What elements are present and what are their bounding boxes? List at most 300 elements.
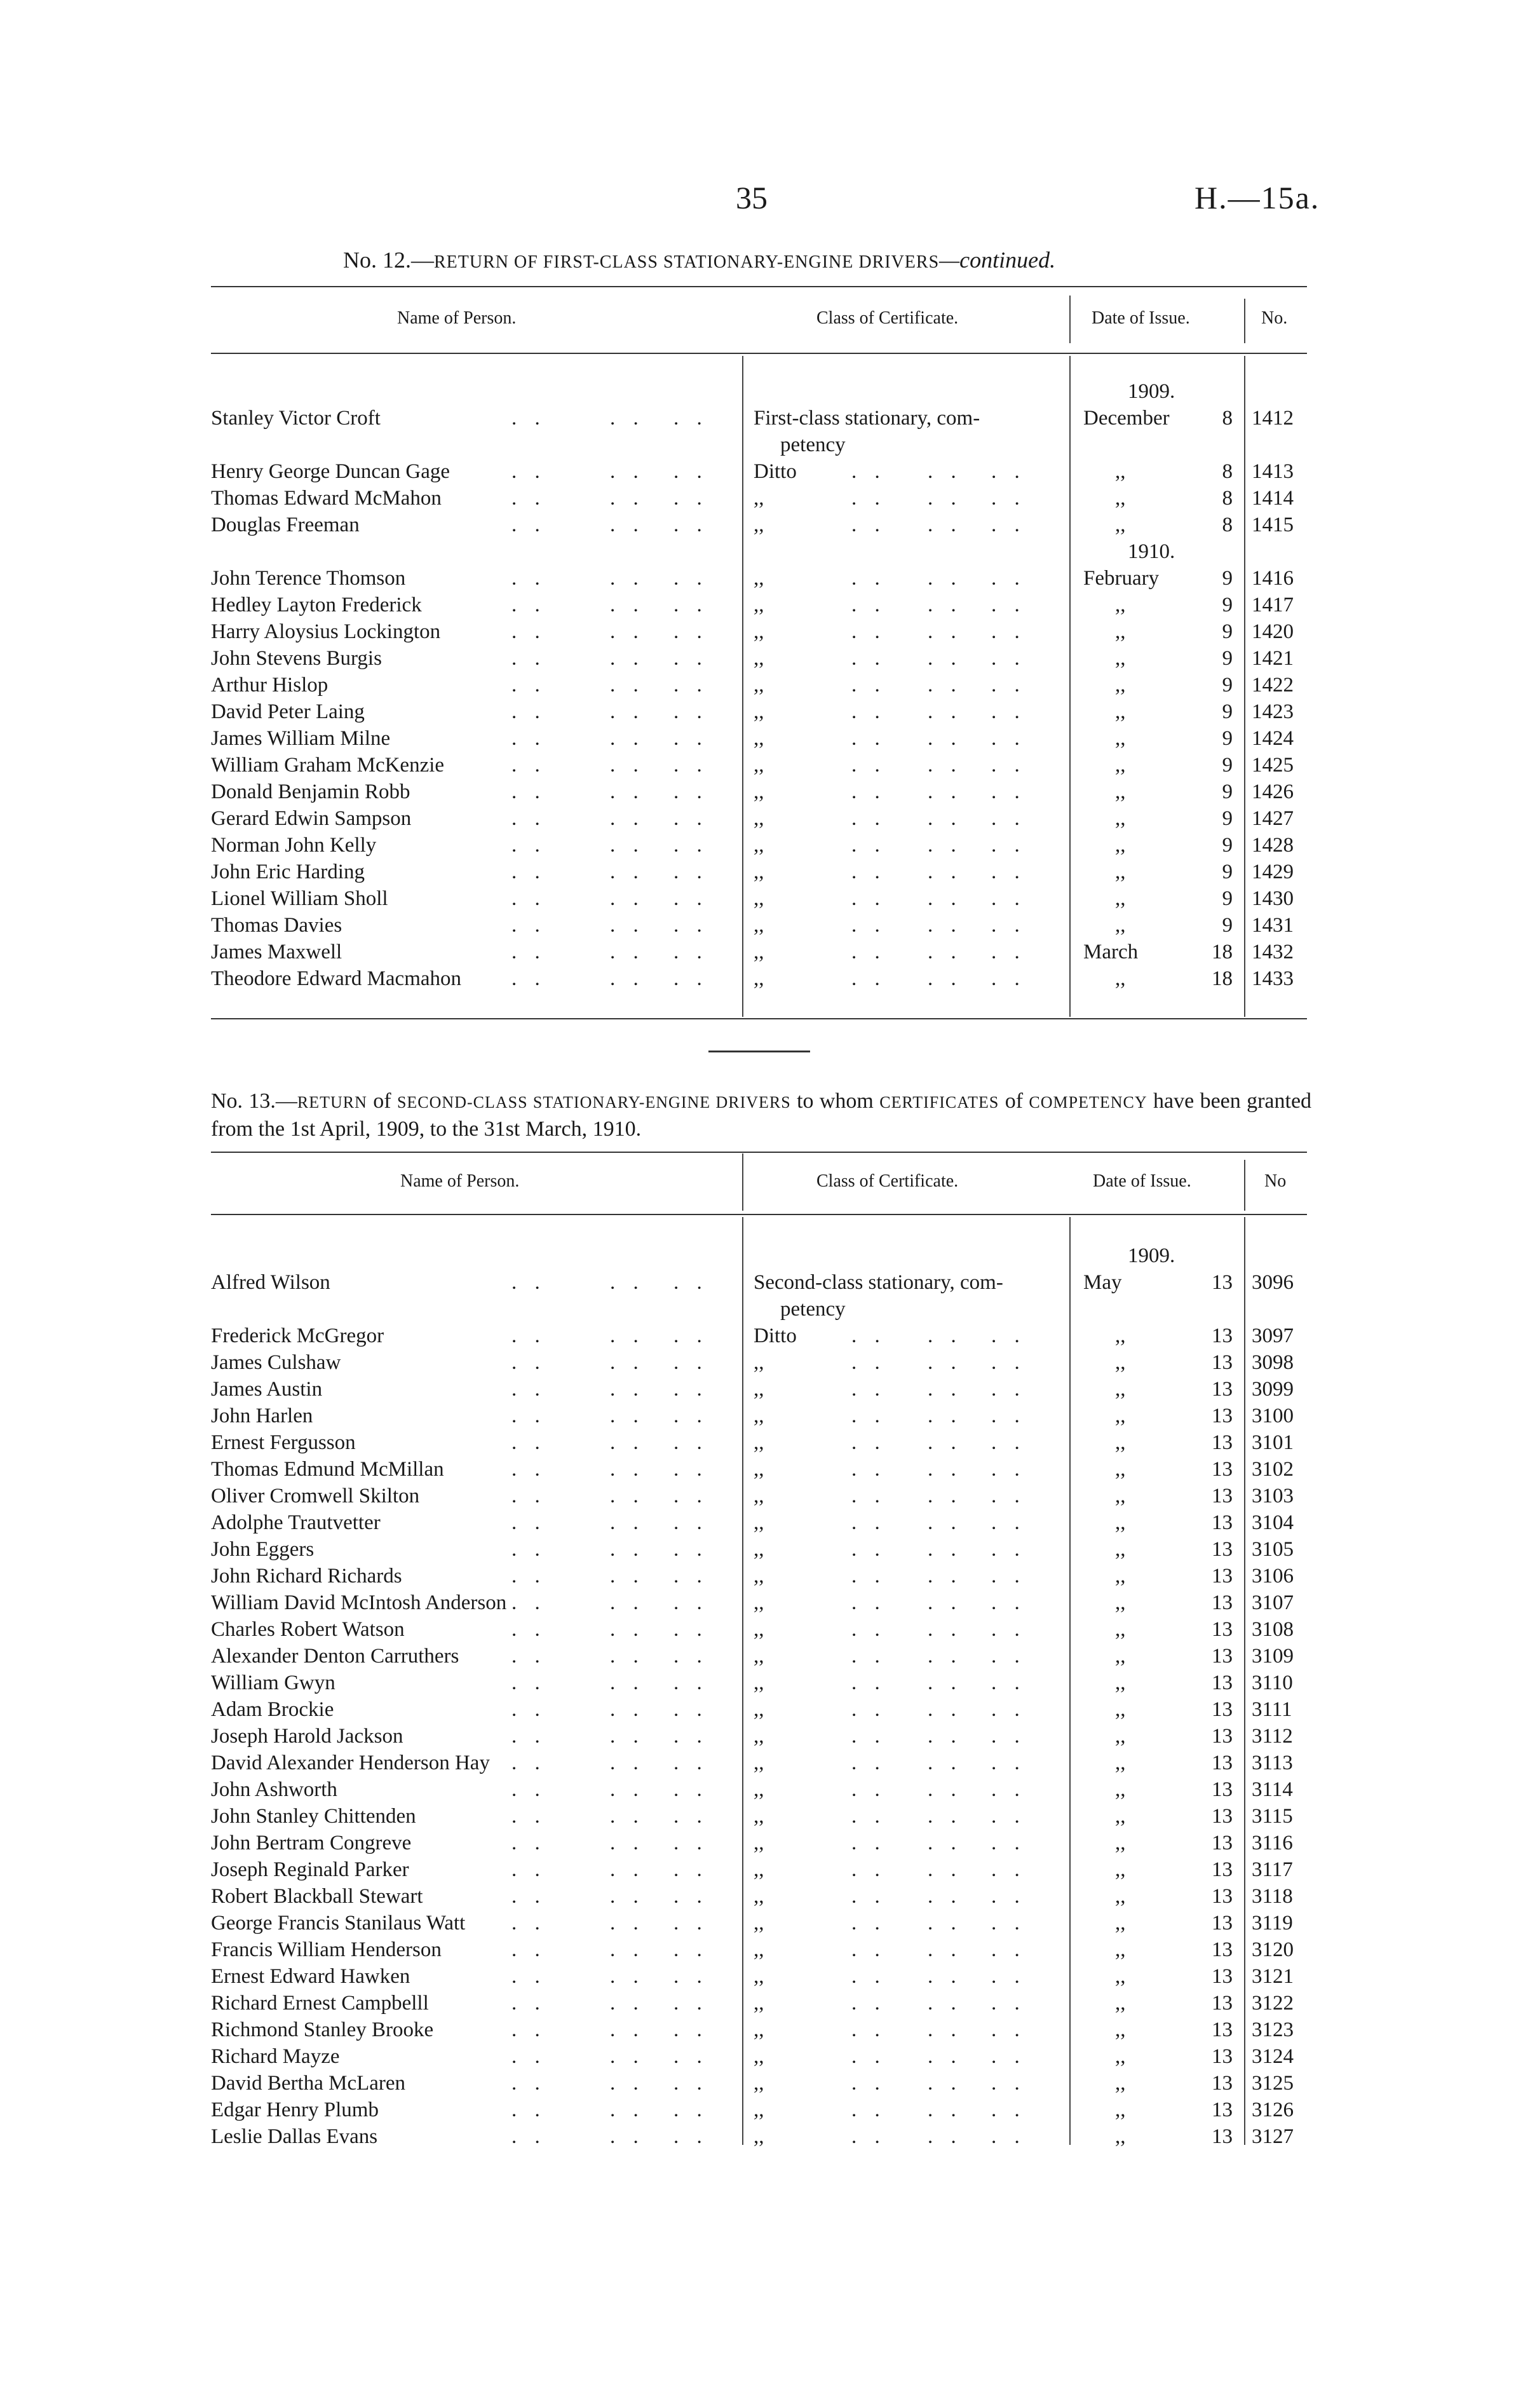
- table12-leader-dots: . .: [511, 941, 546, 963]
- table13-number: 3104: [1252, 1511, 1294, 1534]
- table12-month: ,,: [1115, 780, 1126, 803]
- table12-class: ,,: [754, 620, 764, 643]
- table12-month: ,,: [1115, 834, 1126, 857]
- table13-class: ,,: [754, 1832, 764, 1854]
- table13-name: Joseph Reginald Parker: [211, 1858, 409, 1881]
- table12-number: 1431: [1252, 914, 1294, 937]
- table12-row: [0, 860, 1516, 887]
- table12-number: 1428: [1252, 834, 1294, 857]
- table12-name: James Maxwell: [211, 941, 342, 963]
- table12-day: 9: [1222, 567, 1233, 590]
- table12-class: ,,: [754, 807, 764, 830]
- table13-class: ,,: [754, 1511, 764, 1534]
- table12-row: [0, 700, 1516, 727]
- table12-class: ,,: [754, 834, 764, 857]
- table12-number: 1426: [1252, 780, 1294, 803]
- table13-leader-dots: . .: [928, 1378, 963, 1401]
- table12-leader-dots: . .: [673, 834, 708, 857]
- table13-name: George Francis Stanilaus Watt: [211, 1912, 466, 1935]
- table12-leader-dots: . .: [673, 567, 708, 590]
- table12-leader-dots: . .: [673, 460, 708, 483]
- table12-class: ,,: [754, 967, 764, 990]
- table13-leader-dots: . .: [928, 1405, 963, 1427]
- table12-header-class: Class of Certificate.: [816, 308, 959, 328]
- table12-month: ,,: [1115, 727, 1126, 750]
- table12-leader-dots: . .: [928, 967, 963, 990]
- table12-name: Douglas Freeman: [211, 514, 360, 536]
- table13-day: 13: [1212, 2018, 1233, 2041]
- table13-month: ,,: [1115, 1725, 1126, 1748]
- table12-row: [0, 727, 1516, 754]
- table13-number: 3121: [1252, 1965, 1294, 1988]
- table12-leader-dots: . .: [511, 514, 546, 536]
- table12-leader-dots: . .: [991, 727, 1026, 750]
- table12-row: [0, 807, 1516, 834]
- table13-leader-dots: . .: [511, 1832, 546, 1854]
- table13-leader-dots: . .: [673, 1992, 708, 2015]
- table13-class: ,,: [754, 1591, 764, 1614]
- table13-leader-dots: . .: [991, 2125, 1026, 2148]
- table13-leader-dots: . .: [673, 1458, 708, 1481]
- table13-leader-dots: . .: [673, 2045, 708, 2068]
- table13-day: 13: [1212, 1405, 1233, 1427]
- table12-day: 9: [1222, 914, 1233, 937]
- table13-number: 3096: [1252, 1271, 1294, 1294]
- table12-day: 9: [1222, 834, 1233, 857]
- table13-class: ,,: [754, 2072, 764, 2095]
- table12-leader-dots: . .: [673, 754, 708, 777]
- table13-leader-dots: . .: [673, 1378, 708, 1401]
- table13-leader-dots: . .: [610, 2098, 645, 2121]
- table13-leader-dots: . .: [851, 1618, 886, 1641]
- table13-leader-dots: . .: [511, 1511, 546, 1534]
- table13-leader-dots: . .: [928, 1351, 963, 1374]
- table13-name: James Austin: [211, 1378, 323, 1401]
- table13-day: 13: [1212, 1431, 1233, 1454]
- table13-name: Richard Mayze: [211, 2045, 340, 2068]
- table12-leader-dots: . .: [610, 727, 645, 750]
- table12-leader-dots: . .: [851, 674, 886, 697]
- table13-leader-dots: . .: [511, 1538, 546, 1561]
- table12-leader-dots: . .: [991, 620, 1026, 643]
- table13-month: ,,: [1115, 2072, 1126, 2095]
- table13-leader-dots: . .: [991, 1485, 1026, 1507]
- table13-class: ,,: [754, 1405, 764, 1427]
- table12-name: Hedley Layton Frederick: [211, 594, 422, 616]
- table12-leader-dots: . .: [851, 700, 886, 723]
- table13-month: ,,: [1115, 1965, 1126, 1988]
- table12-month: December: [1083, 407, 1170, 430]
- table12-leader-dots: . .: [928, 647, 963, 670]
- table13-leader-dots: . .: [610, 1405, 645, 1427]
- table13-leader-dots: . .: [991, 1698, 1026, 1721]
- table12-year: 1910.: [1128, 540, 1175, 563]
- table13-name: John Ashworth: [211, 1778, 337, 1801]
- table12-leader-dots: . .: [610, 914, 645, 937]
- table12-row: [0, 967, 1516, 994]
- table13-row: [0, 1431, 1516, 1458]
- table12-row: [0, 620, 1516, 647]
- table13-leader-dots: . .: [610, 1912, 645, 1935]
- table12-leader-dots: . .: [851, 594, 886, 616]
- table13-title-of-2: of: [1005, 1089, 1024, 1113]
- table13-month: ,,: [1115, 1431, 1126, 1454]
- table12-row: [0, 487, 1516, 514]
- table13-day: 13: [1212, 1752, 1233, 1774]
- table13-leader-dots: . .: [511, 1805, 546, 1828]
- table12-day: 9: [1222, 780, 1233, 803]
- table13-leader-dots: . .: [851, 1725, 886, 1748]
- table12-header-rule: [211, 353, 1307, 354]
- table13-row: [0, 1965, 1516, 1992]
- table13-name: Ernest Edward Hawken: [211, 1965, 410, 1988]
- table13-leader-dots: . .: [673, 1511, 708, 1534]
- table12-leader-dots: . .: [851, 807, 886, 830]
- table13-leader-dots: . .: [991, 1405, 1026, 1427]
- table13-leader-dots: . .: [991, 1885, 1026, 1908]
- table13-month: ,,: [1115, 1698, 1126, 1721]
- table12-number: 1423: [1252, 700, 1294, 723]
- table13-class: ,,: [754, 1912, 764, 1935]
- table13-leader-dots: . .: [991, 1565, 1026, 1588]
- table13-class: ,,: [754, 1698, 764, 1721]
- table12-class: ,,: [754, 887, 764, 910]
- table13-leader-dots: . .: [610, 1965, 645, 1988]
- table12-class: ,,: [754, 941, 764, 963]
- table12-leader-dots: . .: [991, 834, 1026, 857]
- table12-name: Henry George Duncan Gage: [211, 460, 450, 483]
- table12-day: 9: [1222, 647, 1233, 670]
- table13-row: [0, 2045, 1516, 2072]
- table13-name: Adolphe Trautvetter: [211, 1511, 381, 1534]
- table12-leader-dots: . .: [673, 620, 708, 643]
- table13-day: 13: [1212, 1565, 1233, 1588]
- table13-leader-dots: . .: [673, 1671, 708, 1694]
- table12-month: ,,: [1115, 967, 1126, 990]
- table13-name: Oliver Cromwell Skilton: [211, 1485, 420, 1507]
- table13-month: ,,: [1115, 1351, 1126, 1374]
- table12-name: Gerard Edwin Sampson: [211, 807, 412, 830]
- table13-leader-dots: . .: [511, 1725, 546, 1748]
- table13-name: Joseph Harold Jackson: [211, 1725, 403, 1748]
- table12-leader-dots: . .: [673, 407, 708, 430]
- table13-day: 13: [1212, 1485, 1233, 1507]
- table13-row: [0, 1351, 1516, 1378]
- table13-number: 3099: [1252, 1378, 1294, 1401]
- table13-leader-dots: . .: [928, 1832, 963, 1854]
- table12-row: [0, 941, 1516, 967]
- table13-day: 13: [1212, 2098, 1233, 2121]
- table13-leader-dots: . .: [991, 1938, 1026, 1961]
- table13-day: 13: [1212, 1698, 1233, 1721]
- table13-number: 3120: [1252, 1938, 1294, 1961]
- table13-title-return: RETURN: [297, 1093, 367, 1112]
- table12-leader-dots: . .: [991, 514, 1026, 536]
- table13-leader-dots: . .: [928, 1938, 963, 1961]
- table12-leader-dots: . .: [928, 567, 963, 590]
- table13-leader-dots: . .: [511, 1992, 546, 2015]
- table13-top-rule: [211, 1152, 1307, 1153]
- table13-leader-dots: . .: [928, 2098, 963, 2121]
- table13-day: 13: [1212, 1618, 1233, 1641]
- table13-name: Ernest Fergusson: [211, 1431, 356, 1454]
- table13-leader-dots: . .: [511, 1405, 546, 1427]
- table13-number: 3102: [1252, 1458, 1294, 1481]
- table13-leader-dots: . .: [610, 1698, 645, 1721]
- table12-leader-dots: . .: [928, 674, 963, 697]
- table12-leader-dots: . .: [851, 860, 886, 883]
- table12-leader-dots: . .: [610, 754, 645, 777]
- table13-class: ,,: [754, 1378, 764, 1401]
- table12-leader-dots: . .: [673, 967, 708, 990]
- table13-leader-dots: . .: [851, 1591, 886, 1614]
- table12-month: ,,: [1115, 514, 1126, 536]
- table13-month: ,,: [1115, 1485, 1126, 1507]
- table13-number: 3103: [1252, 1485, 1294, 1507]
- table13-leader-dots: . .: [673, 2072, 708, 2095]
- table13-leader-dots: . .: [610, 1778, 645, 1801]
- table12-day: 18: [1212, 941, 1233, 963]
- table13-name: John Harlen: [211, 1405, 313, 1427]
- table13-leader-dots: . .: [511, 1938, 546, 1961]
- table13-row: [0, 1538, 1516, 1565]
- table13-leader-dots: . .: [851, 1511, 886, 1534]
- section-separator: [708, 1051, 810, 1052]
- table12-header-divider-1: [1069, 296, 1071, 343]
- table12-leader-dots: . .: [610, 594, 645, 616]
- table13-leader-dots: . .: [673, 1591, 708, 1614]
- table13-month: ,,: [1115, 1324, 1126, 1347]
- table13-month: ,,: [1115, 1752, 1126, 1774]
- table12-number: 1412: [1252, 407, 1294, 430]
- table13-leader-dots: . .: [991, 1591, 1026, 1614]
- table13-leader-dots: . .: [928, 1538, 963, 1561]
- table13-leader-dots: . .: [991, 1725, 1026, 1748]
- table13-leader-dots: . .: [991, 1992, 1026, 2015]
- table12-leader-dots: . .: [511, 967, 546, 990]
- table12-leader-dots: . .: [928, 941, 963, 963]
- table12-class-continued: petency: [780, 433, 846, 456]
- table13-leader-dots: . .: [511, 2098, 546, 2121]
- table13-number: 3097: [1252, 1324, 1294, 1347]
- table13-leader-dots: . .: [673, 2125, 708, 2148]
- table13-leader-dots: . .: [928, 1618, 963, 1641]
- table13-leader-dots: . .: [991, 1965, 1026, 1988]
- table13-leader-dots: . .: [673, 1938, 708, 1961]
- table13-leader-dots: . .: [928, 1698, 963, 1721]
- table13-row: [0, 1405, 1516, 1431]
- table12-leader-dots: . .: [851, 460, 886, 483]
- table12-leader-dots: . .: [928, 887, 963, 910]
- table13-day: 13: [1212, 1671, 1233, 1694]
- table12-title-main: RETURN OF FIRST-CLASS STATIONARY-ENGINE DRIVERS: [434, 252, 940, 272]
- table13-day: 13: [1212, 1725, 1233, 1748]
- table13-leader-dots: . .: [511, 1271, 546, 1294]
- table13-row: [0, 1591, 1516, 1618]
- table12-leader-dots: . .: [511, 487, 546, 510]
- table13-row: [0, 1324, 1516, 1351]
- table13-leader-dots: . .: [610, 1752, 645, 1774]
- table13-leader-dots: . .: [610, 1538, 645, 1561]
- table12-leader-dots: . .: [928, 834, 963, 857]
- table13-name: Alfred Wilson: [211, 1271, 330, 1294]
- table13-number: 3111: [1252, 1698, 1292, 1721]
- table12-name: Harry Aloysius Lockington: [211, 620, 441, 643]
- table13-name: Edgar Henry Plumb: [211, 2098, 379, 2121]
- table13-class: ,,: [754, 1565, 764, 1588]
- table12-day: 18: [1212, 967, 1233, 990]
- table13-number: 3098: [1252, 1351, 1294, 1374]
- table13-title-certificates: CERTIFICATES: [879, 1093, 999, 1112]
- table13-leader-dots: . .: [991, 1351, 1026, 1374]
- table13-leader-dots: . .: [991, 1511, 1026, 1534]
- table12-row: [0, 567, 1516, 594]
- table13-leader-dots: . .: [991, 1618, 1026, 1641]
- table13-number: 3113: [1252, 1752, 1293, 1774]
- table13-row: [0, 1778, 1516, 1805]
- table12-class: ,,: [754, 727, 764, 750]
- table12-leader-dots: . .: [511, 834, 546, 857]
- table13-header-class: Class of Certificate.: [816, 1171, 959, 1191]
- table12-class: ,,: [754, 647, 764, 670]
- table13-leader-dots: . .: [673, 1885, 708, 1908]
- table12-leader-dots: . .: [673, 887, 708, 910]
- table13-leader-dots: . .: [991, 2098, 1026, 2121]
- table13-name: William David McIntosh Anderson: [211, 1591, 507, 1614]
- table13-day: 13: [1212, 1832, 1233, 1854]
- table13-month: May: [1083, 1271, 1122, 1294]
- table13-day: 13: [1212, 1324, 1233, 1347]
- table13-number: 3117: [1252, 1858, 1293, 1881]
- table12-leader-dots: . .: [851, 941, 886, 963]
- table13-number: 3101: [1252, 1431, 1294, 1454]
- table12-leader-dots: . .: [851, 754, 886, 777]
- table13-leader-dots: . .: [928, 1912, 963, 1935]
- table12-year: 1909.: [1128, 380, 1175, 403]
- table13-leader-dots: . .: [673, 1405, 708, 1427]
- table13-header-date: Date of Issue.: [1093, 1171, 1191, 1191]
- table13-leader-dots: . .: [928, 1458, 963, 1481]
- table13-leader-dots: . .: [851, 1405, 886, 1427]
- table12-leader-dots: . .: [610, 647, 645, 670]
- table12-name: David Peter Laing: [211, 700, 365, 723]
- table13-leader-dots: . .: [991, 1752, 1026, 1774]
- table13-leader-dots: . .: [851, 1885, 886, 1908]
- table13-month: ,,: [1115, 1378, 1126, 1401]
- table12-name: John Terence Thomson: [211, 567, 406, 590]
- table12-leader-dots: . .: [511, 807, 546, 830]
- table13-month: ,,: [1115, 1645, 1126, 1668]
- table13-leader-dots: . .: [610, 1431, 645, 1454]
- table13-number: 3125: [1252, 2072, 1294, 2095]
- table13-day: 13: [1212, 2045, 1233, 2068]
- table12-month: ,,: [1115, 914, 1126, 937]
- table12-number: 1432: [1252, 941, 1294, 963]
- table13-day: 13: [1212, 1538, 1233, 1561]
- table12-month: ,,: [1115, 594, 1126, 616]
- table13-row: [0, 1832, 1516, 1858]
- table12-leader-dots: . .: [991, 647, 1026, 670]
- table12-header-divider-2: [1244, 299, 1245, 343]
- table12-number: 1420: [1252, 620, 1294, 643]
- table12-row: [0, 754, 1516, 780]
- table13-month: ,,: [1115, 1938, 1126, 1961]
- table13-leader-dots: . .: [511, 1618, 546, 1641]
- table13-month: ,,: [1115, 1671, 1126, 1694]
- table13-leader-dots: . .: [610, 1618, 645, 1641]
- table12-name: Arthur Hislop: [211, 674, 328, 697]
- table12-leader-dots: . .: [851, 647, 886, 670]
- table12-number: 1425: [1252, 754, 1294, 777]
- table12-leader-dots: . .: [610, 700, 645, 723]
- table12-name: James William Milne: [211, 727, 391, 750]
- table13-leader-dots: . .: [991, 1912, 1026, 1935]
- table13-class: ,,: [754, 1671, 764, 1694]
- table12-day: 9: [1222, 594, 1233, 616]
- table12-leader-dots: . .: [851, 887, 886, 910]
- table13-leader-dots: . .: [673, 1351, 708, 1374]
- table13-leader-dots: . .: [610, 1271, 645, 1294]
- table12-leader-dots: . .: [851, 967, 886, 990]
- table13-name: Richmond Stanley Brooke: [211, 2018, 434, 2041]
- table13-leader-dots: . .: [511, 1351, 546, 1374]
- table12-name: Theodore Edward Macmahon: [211, 967, 462, 990]
- table13-day: 13: [1212, 1351, 1233, 1374]
- table12-leader-dots: . .: [610, 514, 645, 536]
- table13-row: [0, 2072, 1516, 2098]
- table12-leader-dots: . .: [610, 620, 645, 643]
- table13-year: 1909.: [1128, 1244, 1175, 1267]
- table13-leader-dots: . .: [511, 2045, 546, 2068]
- table12-leader-dots: . .: [991, 674, 1026, 697]
- table13-leader-dots: . .: [511, 1965, 546, 1988]
- table12-leader-dots: . .: [991, 887, 1026, 910]
- table13-row: [0, 1645, 1516, 1671]
- table12-leader-dots: . .: [673, 860, 708, 883]
- table13-number: 3109: [1252, 1645, 1294, 1668]
- table13-name: Adam Brockie: [211, 1698, 334, 1721]
- table12-class: ,,: [754, 514, 764, 536]
- table13-leader-dots: . .: [851, 1378, 886, 1401]
- table12-leader-dots: . .: [673, 674, 708, 697]
- table13-month: ,,: [1115, 1511, 1126, 1534]
- table13-month: ,,: [1115, 1885, 1126, 1908]
- table12-row: [0, 834, 1516, 860]
- table13-leader-dots: . .: [851, 1351, 886, 1374]
- table12-name: Stanley Victor Croft: [211, 407, 381, 430]
- table13-leader-dots: . .: [851, 1698, 886, 1721]
- table12-leader-dots: . .: [511, 407, 546, 430]
- table13-number: 3107: [1252, 1591, 1294, 1614]
- table12-leader-dots: . .: [673, 700, 708, 723]
- table13-leader-dots: . .: [928, 1671, 963, 1694]
- table13-leader-dots: . .: [610, 1485, 645, 1507]
- table13-title-drivers: SECOND-CLASS STATIONARY-ENGINE DRIVERS: [396, 1093, 791, 1112]
- table13-day: 13: [1212, 1591, 1233, 1614]
- table13-number: 3100: [1252, 1405, 1294, 1427]
- table12-header-name: Name of Person.: [397, 308, 517, 328]
- table13-leader-dots: . .: [851, 1538, 886, 1561]
- table13-leader-dots: . .: [610, 1992, 645, 2015]
- table12-number: 1413: [1252, 460, 1294, 483]
- table13-leader-dots: . .: [928, 1511, 963, 1534]
- table12-title-prefix: No. 12.—: [343, 247, 434, 273]
- table12-leader-dots: . .: [511, 754, 546, 777]
- table13-number: 3105: [1252, 1538, 1294, 1561]
- table12-number: 1414: [1252, 487, 1294, 510]
- table13-leader-dots: . .: [928, 2072, 963, 2095]
- table12-leader-dots: . .: [928, 514, 963, 536]
